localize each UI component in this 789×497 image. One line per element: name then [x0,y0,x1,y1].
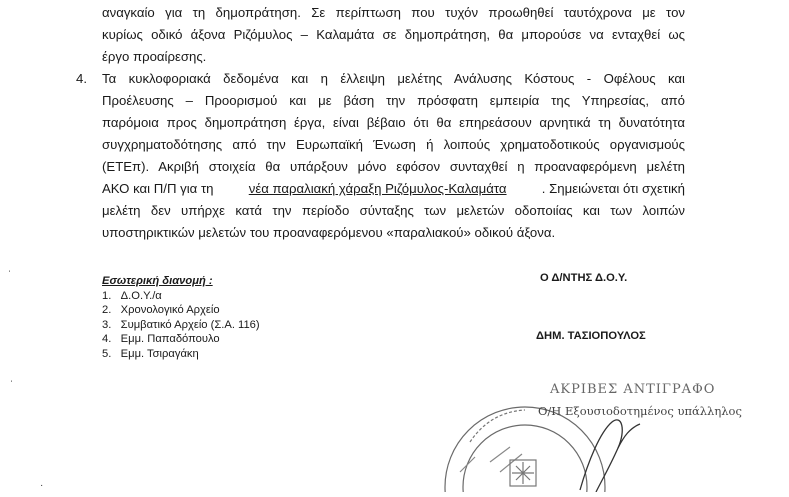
paragraph-4-line-7: μελέτη δεν υπήρχε κατά την περίοδο σύνταξης των μελετών οδοποιίας και των λοιπών [102,203,685,218]
scan-mark: ˈ [8,270,12,281]
item-text: Εμμ. Τσιραγάκη [120,347,199,360]
paragraph-4-underlined-text: νέα παραλιακή χάραξη Ριζόμυλος-Καλαμάτα [248,181,507,196]
paragraph-4-number: 4. [76,71,87,86]
paragraph-4-line-5: (ΕΤΕπ). Ακριβή στοιχεία θα υπάρξουν μόνο εφόσον συνταχθεί η προαναφερόμενη μελέτη [102,159,685,174]
scan-mark: · [40,480,44,491]
paragraph-3-line-2: κυρίως οδικό άξονα Ριζόμυλος – Καλαμάτα σε δημοπράτηση, θα μπορούσε να ενταχθεί ως [102,27,685,42]
distribution-item [102,289,260,304]
item-number: 2. [102,304,112,316]
paragraph-4-line-1: Τα κυκλοφοριακά δεδομένα και η έλλειψη μελέτης Ανάλυσης Κόστους - Οφέλους και [102,71,685,86]
paragraph-3-line-1: αναγκαίο για τη δημοπράτηση. Σε περίπτωση που τυχόν προωθηθεί ταυτόχρονα με τον [102,5,685,20]
distribution-item [102,303,260,318]
distribution-list [102,274,260,361]
signatory-name: ΔΗΜ. ΤΑΣΙΟΠΟΥΛΟΣ [536,330,646,342]
scan-mark: ˈ [10,380,14,391]
signatory-title: Ο Δ/ΝΤΗΣ Δ.Ο.Υ. [540,272,628,284]
item-text: Συμβατικό Αρχείο (Σ.Α. 116) [120,318,260,331]
item-text: Δ.Ο.Υ./α [120,289,162,302]
item-number: 1. [102,289,112,302]
paragraph-4-line-6-before: ΑΚΟ και Π/Π για τη [102,181,214,196]
item-text: Χρονολογικό Αρχείο [120,304,220,316]
paragraph-4-line-6-after: . Σημειώνεται ότι σχετική [541,181,685,196]
paragraph-3-line-3: έργο προαίρεσης. [102,49,207,64]
distribution-item [102,318,260,333]
stamp-text-line-2: Ο/Η Εξουσιοδοτημένος υπάλληλος [538,404,742,418]
item-number: 4. [102,333,112,345]
paragraph-4-line-8: υποστηρικτικών μελετών του προαναφερόμενου «παραλιακού» οδικού άξονα. [102,225,556,240]
paragraph-4-line-3: παρόμοια προς δημοπράτηση έργα, είναι βέβαιο ότι θα επηρεάσουν αρνητικά τη δυνατότητα [102,115,685,130]
distribution-item [102,347,260,362]
item-text: Εμμ. Παπαδόπουλο [120,333,220,345]
distribution-item [102,332,260,347]
item-number: 3. [102,318,112,331]
paragraph-4-line-4: συγχρηματοδότησης από την Ευρωπαϊκή Ένωση ή λοιπούς χρηματοδοτικούς οργανισμούς [102,137,685,152]
item-number: 5. [102,347,112,360]
official-stamp [430,372,742,492]
paragraph-4-line-6 [102,181,685,197]
distribution-heading: Εσωτερική διανομή : [102,275,213,287]
paragraph-4-line-2: Προέλευσης – Προορισμού και με βάση την πρόσφατη εμπειρία της Υπηρεσίας, από [102,93,685,108]
stamp-text-line-1: ΑΚΡΙΒΕΣ ΑΝΤΙΓΡΑΦΟ [550,382,716,397]
